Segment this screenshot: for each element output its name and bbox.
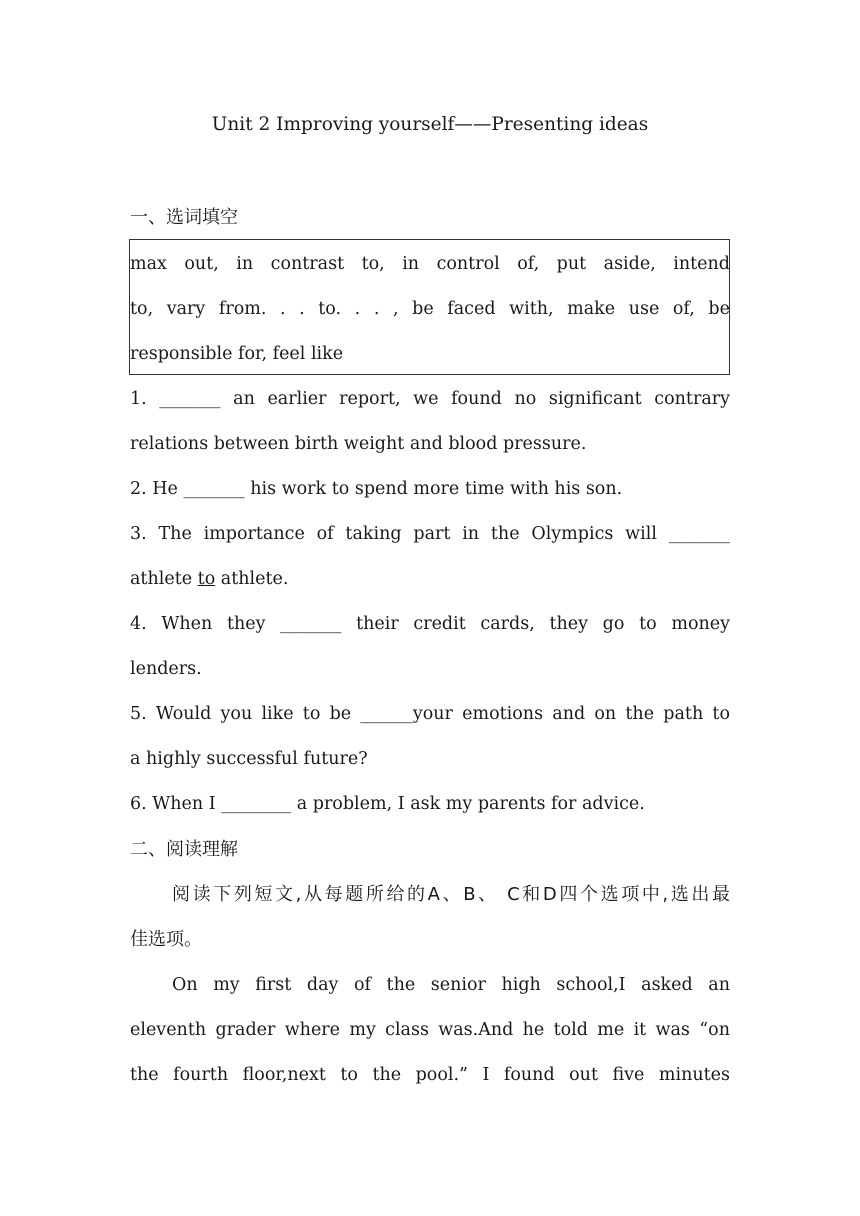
passage-line: eleventh grader where my class was.And he told me it was “on (130, 1020, 730, 1040)
question-3-text: athlete (130, 569, 198, 589)
question-1-line: relations between birth weight and blood pressure. (130, 434, 587, 454)
instruction-line: 佳选项。 (130, 929, 202, 950)
document-title: Unit 2 Improving yourself——Presenting ideas (211, 114, 649, 135)
question-4-line: 4. When they _______ their credit cards, they go to money (130, 614, 730, 634)
word-bank-line: max out, in contrast to, in control of, put aside, intend (130, 254, 730, 274)
word-bank-line: to, vary from. . . to. . . , be faced with, make use of, be (130, 299, 730, 319)
underlined-word: to (197, 569, 216, 589)
question-5-line: 5. Would you like to be ______your emotions and on the path to (130, 704, 730, 724)
question-1-line: 1. _______ an earlier report, we found no significant contrary (130, 389, 730, 409)
question-3-line (130, 566, 730, 592)
section-heading-reading: 二、阅读理解 (130, 839, 238, 860)
passage-line: the fourth floor,next to the pool.” I found out five minutes (130, 1065, 730, 1085)
question-5-line: a highly successful future? (130, 749, 368, 769)
passage-line: On my first day of the senior high school,I asked an (172, 975, 730, 995)
question-3-line: 3. The importance of taking part in the Olympics will _______ (130, 524, 730, 544)
question-6-line: 6. When I ________ a problem, I ask my parents for advice. (130, 794, 645, 814)
section-heading-vocabulary: 一、选词填空 (130, 207, 238, 228)
instruction-line: 阅读下列短文,从每题所给的A、B、 C和D四个选项中,选出最 (172, 884, 730, 905)
question-2-line: 2. He _______ his work to spend more time with his son. (130, 479, 623, 499)
word-bank-line: responsible for, feel like (130, 344, 344, 364)
question-3-text: athlete. (215, 569, 289, 589)
question-4-line: lenders. (130, 659, 202, 679)
